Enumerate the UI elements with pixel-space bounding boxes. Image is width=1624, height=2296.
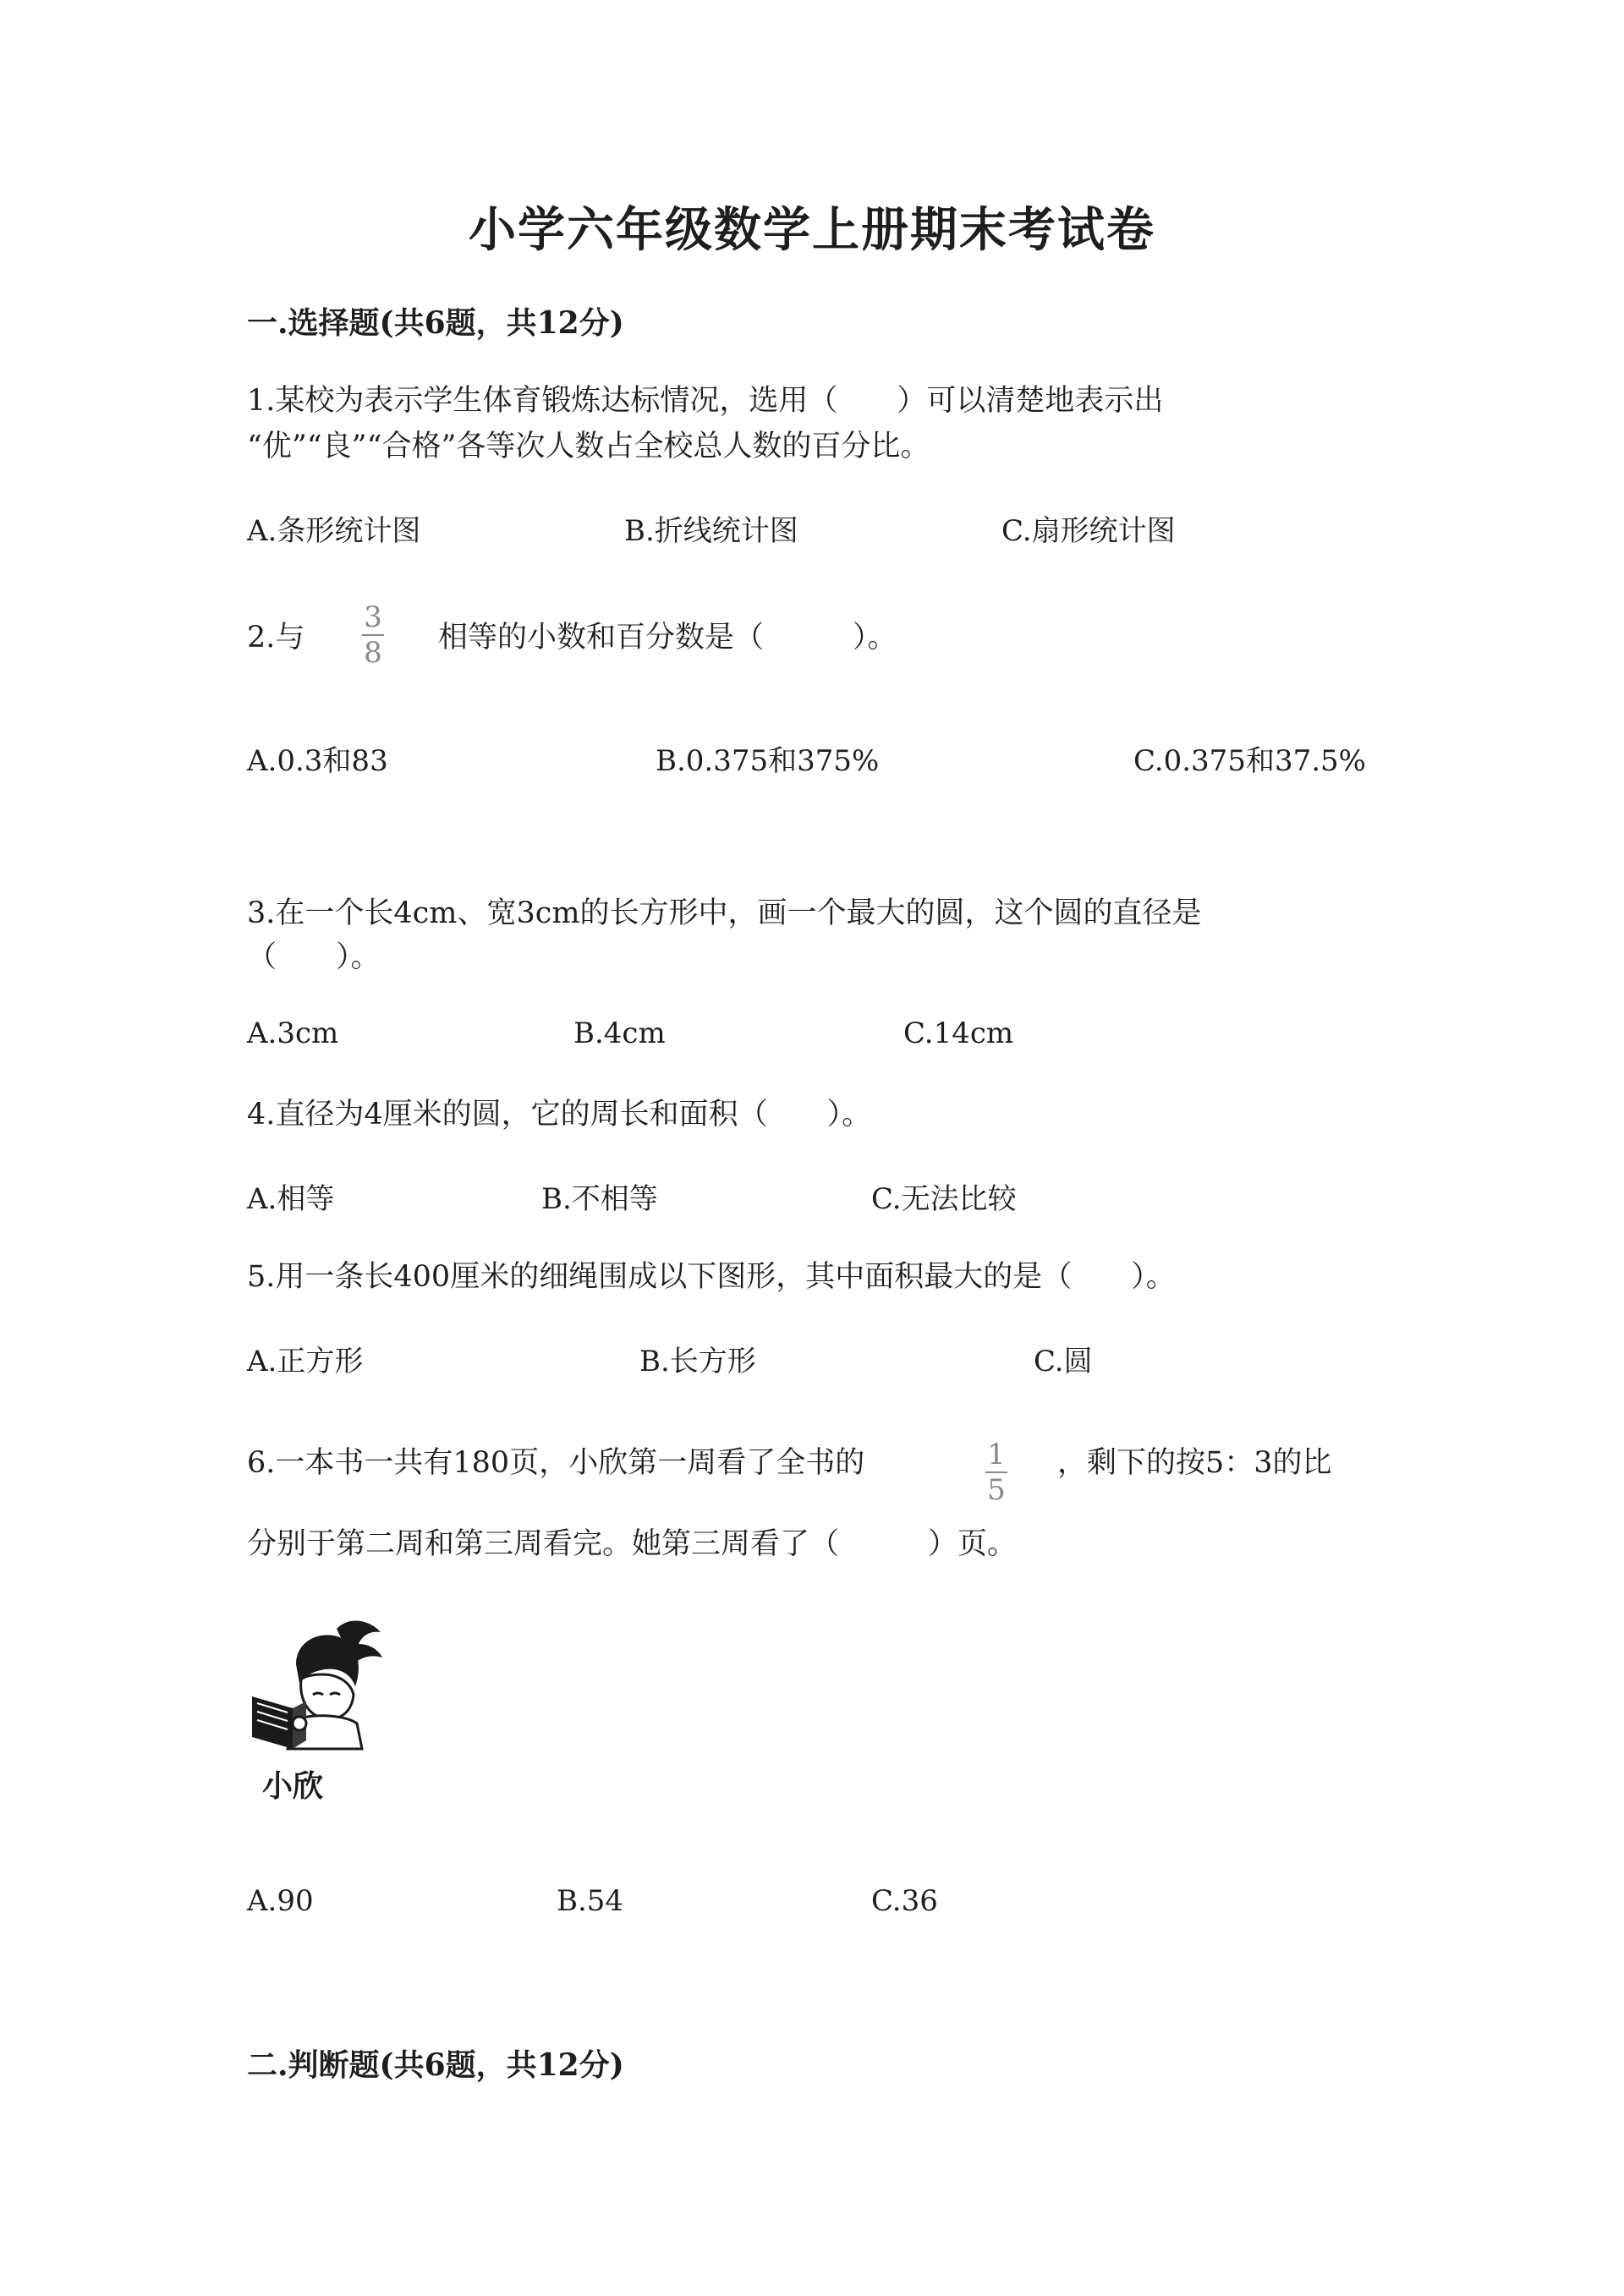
- question-5-option-c[interactable]: C.圆: [1034, 1345, 1093, 1378]
- girl-reading-illustration: [244, 1614, 396, 1808]
- section-heading-judgement: 二.判断题(共6题，共12分): [247, 2047, 624, 2083]
- question-6-fraction: [985, 1439, 1007, 1505]
- question-5-text: 5.用一条长400厘米的细绳围成以下图形，其中面积最大的是（ ）。: [247, 1260, 1176, 1294]
- figure-caption: 小欣: [262, 1769, 324, 1804]
- page-title: 小学六年级数学上册期末考试卷: [469, 202, 1155, 258]
- fraction-denominator: 5: [987, 1473, 1006, 1507]
- question-2-option-b[interactable]: B.0.375和375%: [656, 744, 880, 778]
- question-1-line-2: “优”“良”“合格”各等次人数占全校总人数的百分比。: [247, 430, 930, 463]
- question-5-option-a[interactable]: A.正方形: [247, 1345, 364, 1378]
- question-4-option-b[interactable]: B.不相等: [541, 1182, 658, 1216]
- question-1-option-b[interactable]: B.折线统计图: [624, 514, 798, 548]
- question-6-suffix: ，剩下的按5：3的比: [1057, 1446, 1332, 1480]
- girl-reading-icon: [244, 1614, 396, 1757]
- question-4-text: 4.直径为4厘米的圆，它的周长和面积（ ）。: [247, 1098, 872, 1132]
- question-2-fraction: [362, 602, 384, 668]
- question-6-line-2: 分别于第二周和第三周看完。她第三周看了（ ）页。: [247, 1527, 1018, 1561]
- question-4-option-c[interactable]: C.无法比较: [871, 1182, 1017, 1216]
- fraction-numerator: 1: [987, 1438, 1006, 1471]
- question-2-prefix: 2.与: [247, 621, 305, 655]
- section-heading-choice: 一.选择题(共6题，共12分): [247, 305, 624, 341]
- question-2-option-c[interactable]: C.0.375和37.5%: [1133, 744, 1366, 778]
- question-3-line-1: 3.在一个长4cm、宽3cm的长方形中，画一个最大的圆，这个圆的直径是: [247, 896, 1202, 930]
- question-3-option-a[interactable]: A.3cm: [247, 1016, 339, 1050]
- question-1-option-a[interactable]: A.条形统计图: [247, 514, 421, 548]
- question-3-option-b[interactable]: B.4cm: [573, 1016, 666, 1050]
- question-6-option-a[interactable]: A.90: [247, 1884, 314, 1918]
- question-5-option-b[interactable]: B.长方形: [639, 1345, 756, 1378]
- question-3-option-c[interactable]: C.14cm: [903, 1016, 1014, 1050]
- question-1-option-c[interactable]: C.扇形统计图: [1001, 514, 1176, 548]
- question-6-option-b[interactable]: B.54: [557, 1884, 624, 1918]
- question-3-line-2: （ ）。: [247, 940, 381, 974]
- question-4-option-a[interactable]: A.相等: [247, 1182, 335, 1216]
- question-1-line-1: 1.某校为表示学生体育锻炼达标情况，选用（ ）可以清楚地表示出: [247, 384, 1164, 418]
- question-6-option-c[interactable]: C.36: [871, 1884, 938, 1918]
- question-2-suffix: 相等的小数和百分数是（ ）。: [438, 621, 897, 655]
- question-2-option-a[interactable]: A.0.3和83: [247, 744, 388, 778]
- fraction-denominator: 8: [364, 636, 382, 670]
- question-6-prefix: 6.一本书一共有180页，小欣第一周看了全书的: [247, 1446, 865, 1480]
- fraction-numerator: 3: [364, 600, 382, 634]
